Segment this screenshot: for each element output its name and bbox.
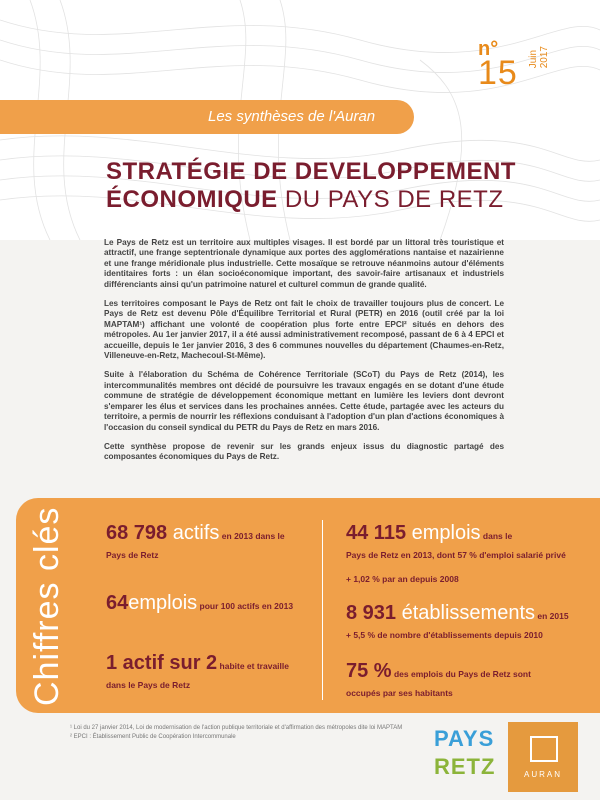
stat-subtext: dans le Pays de Retz (106, 680, 191, 690)
stat-actifs (106, 522, 316, 563)
key-figures-divider (322, 520, 323, 700)
issue-label: n° (478, 38, 499, 60)
stat-actif-sur-2 (106, 652, 316, 693)
footnote: ² EPCI : Établissement Public de Coopération Intercommunale (70, 734, 236, 740)
footnotes (70, 724, 402, 742)
issue-number: 15 (478, 54, 518, 92)
key-figures-label-wrap (20, 506, 80, 706)
pays-de-retz-logo (434, 726, 496, 786)
stat-text: en 2013 dans le (219, 531, 285, 541)
stat-value: 64 (106, 592, 129, 614)
stat-emplois (346, 522, 582, 587)
title-line2-light: DU PAYS DE RETZ (277, 186, 504, 213)
footnote: ¹ Loi du 27 janvier 2014, Loi de modernisation de l'action publique territoriale et d'affirmation des métropoles dite loi MAPTAM (70, 725, 403, 731)
stat-text: dans le (480, 531, 513, 541)
page-title (106, 158, 576, 214)
stat-value: 1 actif sur 2 (106, 652, 218, 674)
auran-square-icon (530, 736, 558, 762)
stat-unit: établissements (396, 602, 536, 624)
stat-text: en 2015 (535, 611, 569, 621)
paragraph: Suite à l'élaboration du Schéma de Cohérence Territoriale (SCoT) du Pays de Retz (2014), les intercommunalités membres ont décidé de poursuivre les travaux engagés en se dotant d'une étude commune de stratégie de développement économique mettant en lumière les leviers dont devront s'emparer les élus et services dans les prochaines années. Cette étude, partagée avec les acteurs du territoire, a permis de nourrir les réflexions conduisant à l'adoption d'un plan d'actions économiques à l'occasion du conseil syndical du PETR du Pays de Retz en mars 2016. (104, 370, 504, 432)
stat-value: 68 798 (106, 522, 168, 544)
stat-value: 44 115 (346, 522, 407, 544)
stat-subtext: Pays de Retz (106, 550, 159, 560)
stat-subtext: + 5,5 % de nombre d'établissements depuis 2010 (346, 630, 543, 640)
logo-text-retz: RETZ (434, 754, 496, 779)
stat-text: habite et travaille (217, 661, 289, 671)
paragraph: Le Pays de Retz est un territoire aux multiples visages. Il est bordé par un littoral très touristique et attractif, une frange septentrionale dynamique aux portes des agglomérations nantaise et nazairienne et une frange méridionale plus industrielle. Cette mosaïque se retrouve néanmoins autour d'éléments identitaires forts : un élan socioéconomique important, des savoir-faire artisanaux et industriels différenciants ainsi qu'un patrimoine naturel et culturel commun de grande qualité. (104, 238, 504, 289)
stat-etablissements (346, 602, 582, 643)
stat-subtext: occupés par ses habitants (346, 688, 453, 698)
title-line2-bold: ÉCONOMIQUE (106, 186, 278, 213)
stat-value: 75 % (346, 660, 392, 682)
auran-logo-text: AURAN (523, 770, 562, 779)
stat-unit: actifs (167, 522, 220, 544)
title-line1: STRATÉGIE DE DEVELOPPEMENT (106, 158, 516, 185)
series-banner (0, 100, 414, 134)
key-figures-label: Chiffres clés (28, 506, 66, 706)
stat-subtext: Pays de Retz en 2013, dont 57 % d'emploi salarié privé (346, 550, 566, 560)
paragraph: Cette synthèse propose de revenir sur les grands enjeux issus du diagnostic partagé des composantes économiques du Pays de Retz. (104, 441, 504, 462)
stat-unit: emplois (406, 522, 481, 544)
auran-logo (508, 722, 578, 792)
stat-extra: + 1,02 % par an depuis 2008 (346, 574, 459, 584)
paragraph: Les territoires composant le Pays de Retz ont fait le choix de travailler toujours plus de concert. Le Pays de Retz est devenu Pôle d'Équilibre Territorial et Rural (PETR) en 2016 (outil créé par la loi MAPTAM¹) affichant une volonté de coopération plus forte entre EPCI² situés en dehors des métropoles. Au 1er janvier 2017, il a été aussi administrativement recomposé, passant de 6 à 4 EPCI et accueille, depuis le 1er janvier 2016, 3 des 6 communes nouvelles du département (Chaumes-en-Retz, Villeneuve-en-Retz, Machecoul-St-Même). (104, 299, 504, 361)
series-name: Les synthèses de l'Auran (208, 108, 376, 125)
logo-text-pays: PAYS (434, 726, 495, 751)
intro-text (104, 238, 504, 472)
stat-emplois-pour-actifs (106, 592, 316, 615)
stat-unit: emplois (128, 592, 198, 614)
stat-emplois-habitants (346, 660, 582, 701)
stat-text: des emplois du Pays de Retz sont (391, 669, 531, 679)
stat-text: pour 100 actifs en 2013 (197, 601, 294, 611)
stat-value: 8 931 (346, 602, 397, 624)
issue-date: Juin 2017 (528, 46, 550, 69)
